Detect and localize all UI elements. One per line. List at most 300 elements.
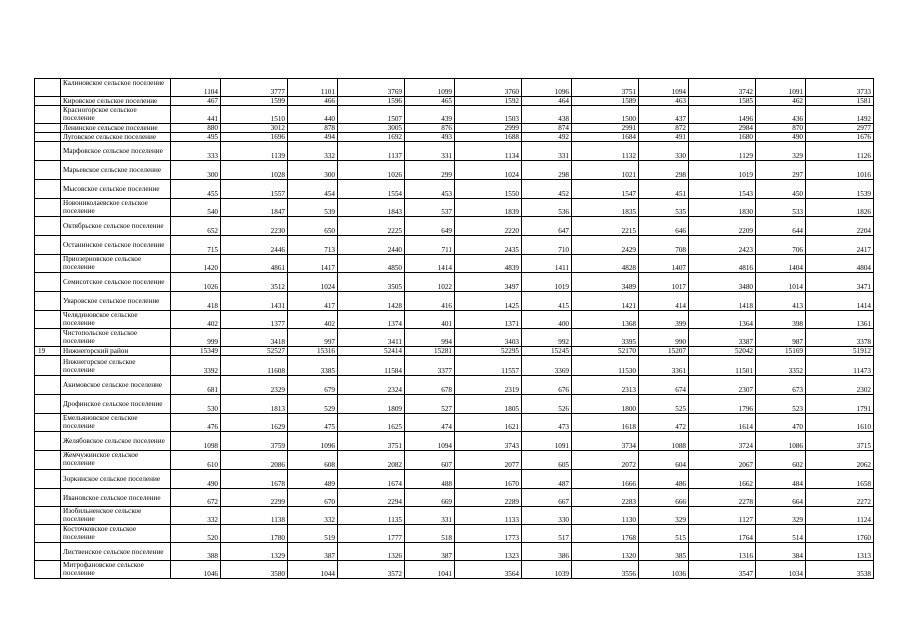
- value-cell: 2977: [806, 124, 874, 133]
- value-cell: 436: [756, 106, 806, 124]
- row-number-cell: [35, 236, 61, 255]
- value-cell: 1364: [689, 311, 756, 329]
- value-cell: 667: [522, 489, 572, 507]
- value-cell: 3387: [689, 329, 756, 347]
- value-cell: 2440: [338, 236, 405, 255]
- value-cell: 4850: [338, 255, 405, 273]
- row-number-cell: [35, 525, 61, 543]
- table-row: [35, 489, 874, 507]
- value-cell: 1621: [455, 414, 522, 432]
- settlement-name-cell: Митрофановское сельское поселение: [61, 561, 171, 579]
- value-cell: 493: [405, 133, 455, 142]
- value-cell: 413: [756, 292, 806, 311]
- value-cell: 331: [405, 507, 455, 525]
- value-cell: 1428: [338, 292, 405, 311]
- value-cell: 2423: [689, 236, 756, 255]
- settlement-name-cell: Лиственское сельское поселение: [61, 543, 171, 561]
- table-row: [35, 543, 874, 561]
- value-cell: 329: [756, 507, 806, 525]
- settlement-name-cell: Луговское сельское поселение: [61, 133, 171, 142]
- value-cell: 297: [756, 161, 806, 180]
- value-cell: 331: [405, 142, 455, 161]
- table-row: [35, 356, 874, 376]
- value-cell: 1581: [806, 97, 874, 106]
- value-cell: 15281: [405, 347, 455, 356]
- table-body: [35, 79, 874, 579]
- value-cell: 1843: [338, 199, 405, 217]
- value-cell: 1614: [689, 414, 756, 432]
- value-cell: 874: [522, 124, 572, 133]
- value-cell: 387: [405, 543, 455, 561]
- value-cell: 1016: [806, 161, 874, 180]
- row-number-cell: [35, 180, 61, 199]
- table-row: [35, 97, 874, 106]
- settlement-name-cell: Останинское сельское поселение: [61, 236, 171, 255]
- value-cell: 490: [756, 133, 806, 142]
- value-cell: 533: [756, 199, 806, 217]
- value-cell: 520: [171, 525, 221, 543]
- value-cell: 526: [522, 395, 572, 414]
- value-cell: 1323: [455, 543, 522, 561]
- table-row: [35, 124, 874, 133]
- value-cell: 876: [405, 124, 455, 133]
- value-cell: 330: [639, 142, 689, 161]
- table-row: [35, 199, 874, 217]
- value-cell: 540: [171, 199, 221, 217]
- value-cell: 607: [405, 451, 455, 470]
- value-cell: 2082: [338, 451, 405, 470]
- value-cell: 1329: [221, 543, 288, 561]
- value-cell: 331: [522, 142, 572, 161]
- value-cell: 2999: [455, 124, 522, 133]
- table-row: [35, 273, 874, 292]
- value-cell: 713: [288, 236, 338, 255]
- settlement-name-cell: Желябовское сельское поселение: [61, 432, 171, 451]
- value-cell: 994: [405, 329, 455, 347]
- value-cell: 2302: [806, 376, 874, 395]
- value-cell: 466: [288, 97, 338, 106]
- value-cell: 1492: [806, 106, 874, 124]
- value-cell: 1137: [338, 142, 405, 161]
- value-cell: 488: [405, 470, 455, 489]
- value-cell: 1377: [221, 311, 288, 329]
- value-cell: 1543: [689, 180, 756, 199]
- value-cell: 529: [288, 395, 338, 414]
- value-cell: 605: [522, 451, 572, 470]
- value-cell: 1361: [806, 311, 874, 329]
- value-cell: 1674: [338, 470, 405, 489]
- value-cell: 535: [639, 199, 689, 217]
- value-cell: 453: [405, 180, 455, 199]
- row-number-cell: [35, 376, 61, 395]
- value-cell: 1086: [756, 432, 806, 451]
- value-cell: 2984: [689, 124, 756, 133]
- value-cell: 4816: [689, 255, 756, 273]
- value-cell: 417: [288, 292, 338, 311]
- value-cell: 2289: [455, 489, 522, 507]
- value-cell: 3480: [689, 273, 756, 292]
- value-cell: 1835: [572, 199, 639, 217]
- value-cell: 399: [639, 311, 689, 329]
- value-cell: 711: [405, 236, 455, 255]
- value-cell: 3411: [338, 329, 405, 347]
- value-cell: 1830: [689, 199, 756, 217]
- value-cell: 678: [405, 376, 455, 395]
- value-cell: 1539: [806, 180, 874, 199]
- row-number-cell: [35, 133, 61, 142]
- value-cell: 15169: [756, 347, 806, 356]
- value-cell: 490: [171, 470, 221, 489]
- value-cell: 1371: [455, 311, 522, 329]
- table-row: [35, 133, 874, 142]
- value-cell: 4839: [455, 255, 522, 273]
- row-number-cell: [35, 451, 61, 470]
- value-cell: 1411: [522, 255, 572, 273]
- value-cell: 1696: [221, 133, 288, 142]
- value-cell: 608: [288, 451, 338, 470]
- table-row: [35, 255, 874, 273]
- value-cell: 3369: [522, 356, 572, 376]
- value-cell: 3497: [455, 273, 522, 292]
- value-cell: 706: [756, 236, 806, 255]
- value-cell: 467: [171, 97, 221, 106]
- value-cell: 539: [288, 199, 338, 217]
- value-cell: 673: [756, 376, 806, 395]
- value-cell: 523: [756, 395, 806, 414]
- value-cell: 1420: [171, 255, 221, 273]
- table-row: [35, 311, 874, 329]
- value-cell: 1138: [221, 507, 288, 525]
- value-cell: 710: [522, 236, 572, 255]
- value-cell: 3715: [806, 432, 874, 451]
- value-cell: 3377: [405, 356, 455, 376]
- value-cell: 4804: [806, 255, 874, 273]
- value-cell: 1374: [338, 311, 405, 329]
- value-cell: 11608: [221, 356, 288, 376]
- value-cell: 3751: [338, 432, 405, 451]
- value-cell: 1610: [806, 414, 874, 432]
- value-cell: 52170: [572, 347, 639, 356]
- value-cell: 494: [288, 133, 338, 142]
- settlement-name-cell: Уваровское сельское поселение: [61, 292, 171, 311]
- value-cell: 463: [639, 97, 689, 106]
- settlement-name-cell: Дрофинское сельское поселение: [61, 395, 171, 414]
- value-cell: 329: [756, 142, 806, 161]
- value-cell: 386: [522, 543, 572, 561]
- value-cell: 1684: [572, 133, 639, 142]
- value-cell: 1139: [221, 142, 288, 161]
- table-row: [35, 236, 874, 255]
- value-cell: 1028: [221, 161, 288, 180]
- value-cell: 878: [288, 124, 338, 133]
- value-cell: 1024: [288, 273, 338, 292]
- table-row: [35, 329, 874, 347]
- settlement-name-cell: Новониколаевское сельское поселение: [61, 199, 171, 217]
- row-number-cell: [35, 199, 61, 217]
- value-cell: 1126: [806, 142, 874, 161]
- table-row: [35, 347, 874, 356]
- value-cell: 1014: [756, 273, 806, 292]
- value-cell: 465: [405, 97, 455, 106]
- data-table: [34, 78, 874, 579]
- value-cell: 3005: [338, 124, 405, 133]
- settlement-name-cell: Чистопольское сельское поселение: [61, 329, 171, 347]
- value-cell: 15349: [171, 347, 221, 356]
- settlement-name-cell: Красногорское сельское поселение: [61, 106, 171, 124]
- value-cell: 2319: [455, 376, 522, 395]
- value-cell: 676: [522, 376, 572, 395]
- value-cell: 872: [639, 124, 689, 133]
- value-cell: 1088: [639, 432, 689, 451]
- value-cell: 2446: [221, 236, 288, 255]
- value-cell: 332: [288, 507, 338, 525]
- table-row: [35, 217, 874, 236]
- row-number-cell: [35, 106, 61, 124]
- value-cell: 1554: [338, 180, 405, 199]
- value-cell: 3352: [756, 356, 806, 376]
- value-cell: 3361: [639, 356, 689, 376]
- value-cell: 2324: [338, 376, 405, 395]
- value-cell: 452: [522, 180, 572, 199]
- value-cell: 52414: [338, 347, 405, 356]
- value-cell: 1313: [806, 543, 874, 561]
- value-cell: 416: [405, 292, 455, 311]
- value-cell: 992: [522, 329, 572, 347]
- settlement-name-cell: Изобильненское сельское поселение: [61, 507, 171, 525]
- value-cell: 329: [639, 507, 689, 525]
- value-cell: 1500: [572, 106, 639, 124]
- settlement-name-cell: Октябрьское сельское поселение: [61, 217, 171, 236]
- value-cell: 15245: [522, 347, 572, 356]
- value-cell: 2204: [806, 217, 874, 236]
- value-cell: 997: [288, 329, 338, 347]
- value-cell: 604: [639, 451, 689, 470]
- value-cell: 1791: [806, 395, 874, 414]
- value-cell: 2225: [338, 217, 405, 236]
- value-cell: 462: [756, 97, 806, 106]
- value-cell: 1044: [288, 561, 338, 579]
- value-cell: 3556: [572, 561, 639, 579]
- value-cell: 332: [288, 142, 338, 161]
- value-cell: 1039: [522, 561, 572, 579]
- value-cell: 299: [405, 161, 455, 180]
- value-cell: 1094: [405, 432, 455, 451]
- value-cell: 1418: [689, 292, 756, 311]
- value-cell: 1805: [455, 395, 522, 414]
- row-number-cell: [35, 489, 61, 507]
- value-cell: 441: [171, 106, 221, 124]
- row-number-cell: [35, 161, 61, 180]
- value-cell: 491: [639, 133, 689, 142]
- value-cell: 1777: [338, 525, 405, 543]
- value-cell: 1316: [689, 543, 756, 561]
- value-cell: 647: [522, 217, 572, 236]
- value-cell: 1809: [338, 395, 405, 414]
- value-cell: 475: [288, 414, 338, 432]
- value-cell: 670: [288, 489, 338, 507]
- value-cell: 52042: [689, 347, 756, 356]
- value-cell: 1813: [221, 395, 288, 414]
- value-cell: 439: [405, 106, 455, 124]
- value-cell: 646: [639, 217, 689, 236]
- value-cell: 2417: [806, 236, 874, 255]
- value-cell: 1135: [338, 507, 405, 525]
- row-number-cell: [35, 414, 61, 432]
- value-cell: 495: [171, 133, 221, 142]
- value-cell: 3777: [221, 79, 288, 97]
- value-cell: 2307: [689, 376, 756, 395]
- value-cell: 519: [288, 525, 338, 543]
- value-cell: 610: [171, 451, 221, 470]
- settlement-name-cell: Кировское сельское поселение: [61, 97, 171, 106]
- value-cell: 300: [171, 161, 221, 180]
- value-cell: 1127: [689, 507, 756, 525]
- row-number-cell: [35, 255, 61, 273]
- value-cell: 1496: [689, 106, 756, 124]
- value-cell: 470: [756, 414, 806, 432]
- value-cell: 987: [756, 329, 806, 347]
- value-cell: 1091: [522, 432, 572, 451]
- value-cell: 527: [405, 395, 455, 414]
- value-cell: 11530: [572, 356, 639, 376]
- value-cell: 1404: [756, 255, 806, 273]
- value-cell: 1692: [338, 133, 405, 142]
- value-cell: 4861: [221, 255, 288, 273]
- settlement-name-cell: Ленинское сельское поселение: [61, 124, 171, 133]
- value-cell: 1124: [806, 507, 874, 525]
- value-cell: 674: [639, 376, 689, 395]
- settlement-name-cell: Зоркинское сельское поселение: [61, 470, 171, 489]
- value-cell: 3012: [221, 124, 288, 133]
- row-number-cell: [35, 329, 61, 347]
- table-row: [35, 507, 874, 525]
- value-cell: 1129: [689, 142, 756, 161]
- value-cell: 11584: [338, 356, 405, 376]
- value-cell: 2294: [338, 489, 405, 507]
- value-cell: 2067: [689, 451, 756, 470]
- value-cell: 3403: [455, 329, 522, 347]
- value-cell: 3418: [221, 329, 288, 347]
- value-cell: 2435: [455, 236, 522, 255]
- value-cell: 3489: [572, 273, 639, 292]
- table-row: [35, 292, 874, 311]
- value-cell: 1094: [639, 79, 689, 97]
- value-cell: 2272: [806, 489, 874, 507]
- settlement-name-cell: Челядиновское сельское поселение: [61, 311, 171, 329]
- value-cell: 401: [405, 311, 455, 329]
- value-cell: 1026: [338, 161, 405, 180]
- value-cell: 1760: [806, 525, 874, 543]
- value-cell: 1036: [639, 561, 689, 579]
- row-number-cell: [35, 124, 61, 133]
- value-cell: 3724: [689, 432, 756, 451]
- value-cell: 1557: [221, 180, 288, 199]
- value-cell: 486: [639, 470, 689, 489]
- value-cell: 649: [405, 217, 455, 236]
- table-row: [35, 451, 874, 470]
- table-row: [35, 470, 874, 489]
- value-cell: 1768: [572, 525, 639, 543]
- value-cell: 298: [522, 161, 572, 180]
- value-cell: 2062: [806, 451, 874, 470]
- value-cell: 3751: [572, 79, 639, 97]
- value-cell: 440: [288, 106, 338, 124]
- value-cell: 1629: [221, 414, 288, 432]
- value-cell: 2209: [689, 217, 756, 236]
- row-number-cell: [35, 292, 61, 311]
- value-cell: 1414: [405, 255, 455, 273]
- value-cell: 679: [288, 376, 338, 395]
- value-cell: 333: [171, 142, 221, 161]
- value-cell: 474: [405, 414, 455, 432]
- value-cell: 1625: [338, 414, 405, 432]
- value-cell: 2278: [689, 489, 756, 507]
- row-number-cell: [35, 432, 61, 451]
- value-cell: 1368: [572, 311, 639, 329]
- value-cell: 650: [288, 217, 338, 236]
- value-cell: 602: [756, 451, 806, 470]
- row-number-cell: [35, 217, 61, 236]
- settlement-name-cell: Нижнегорское сельское поселение: [61, 356, 171, 376]
- value-cell: 1026: [171, 273, 221, 292]
- settlement-name-cell: Нижнегорский район: [61, 347, 171, 356]
- row-number-cell: [35, 395, 61, 414]
- settlement-name-cell: Косточковское сельское поселение: [61, 525, 171, 543]
- value-cell: 2429: [572, 236, 639, 255]
- value-cell: 1507: [338, 106, 405, 124]
- value-cell: 1098: [171, 432, 221, 451]
- value-cell: 1764: [689, 525, 756, 543]
- value-cell: 402: [171, 311, 221, 329]
- value-cell: 2072: [572, 451, 639, 470]
- value-cell: 418: [171, 292, 221, 311]
- settlement-name-cell: Ивановское сельское поселение: [61, 489, 171, 507]
- value-cell: 518: [405, 525, 455, 543]
- value-cell: 1666: [572, 470, 639, 489]
- row-number-cell: [35, 507, 61, 525]
- value-cell: 3760: [455, 79, 522, 97]
- value-cell: 1510: [221, 106, 288, 124]
- value-cell: 11557: [455, 356, 522, 376]
- value-cell: 1096: [288, 432, 338, 451]
- value-cell: 1414: [806, 292, 874, 311]
- value-cell: 3378: [806, 329, 874, 347]
- value-cell: 3547: [689, 561, 756, 579]
- value-cell: 715: [171, 236, 221, 255]
- value-cell: 3471: [806, 273, 874, 292]
- value-cell: 15207: [639, 347, 689, 356]
- value-cell: 1099: [405, 79, 455, 97]
- table-row: [35, 376, 874, 395]
- value-cell: 15316: [288, 347, 338, 356]
- value-cell: 870: [756, 124, 806, 133]
- value-cell: 492: [522, 133, 572, 142]
- table-row: [35, 561, 874, 579]
- value-cell: 400: [522, 311, 572, 329]
- value-cell: 11501: [689, 356, 756, 376]
- value-cell: 1680: [689, 133, 756, 142]
- value-cell: 708: [639, 236, 689, 255]
- value-cell: 385: [639, 543, 689, 561]
- value-cell: 1034: [756, 561, 806, 579]
- value-cell: 1421: [572, 292, 639, 311]
- value-cell: 388: [171, 543, 221, 561]
- value-cell: 1618: [572, 414, 639, 432]
- row-number-cell: [35, 470, 61, 489]
- value-cell: 438: [522, 106, 572, 124]
- value-cell: 1431: [221, 292, 288, 311]
- value-cell: 2313: [572, 376, 639, 395]
